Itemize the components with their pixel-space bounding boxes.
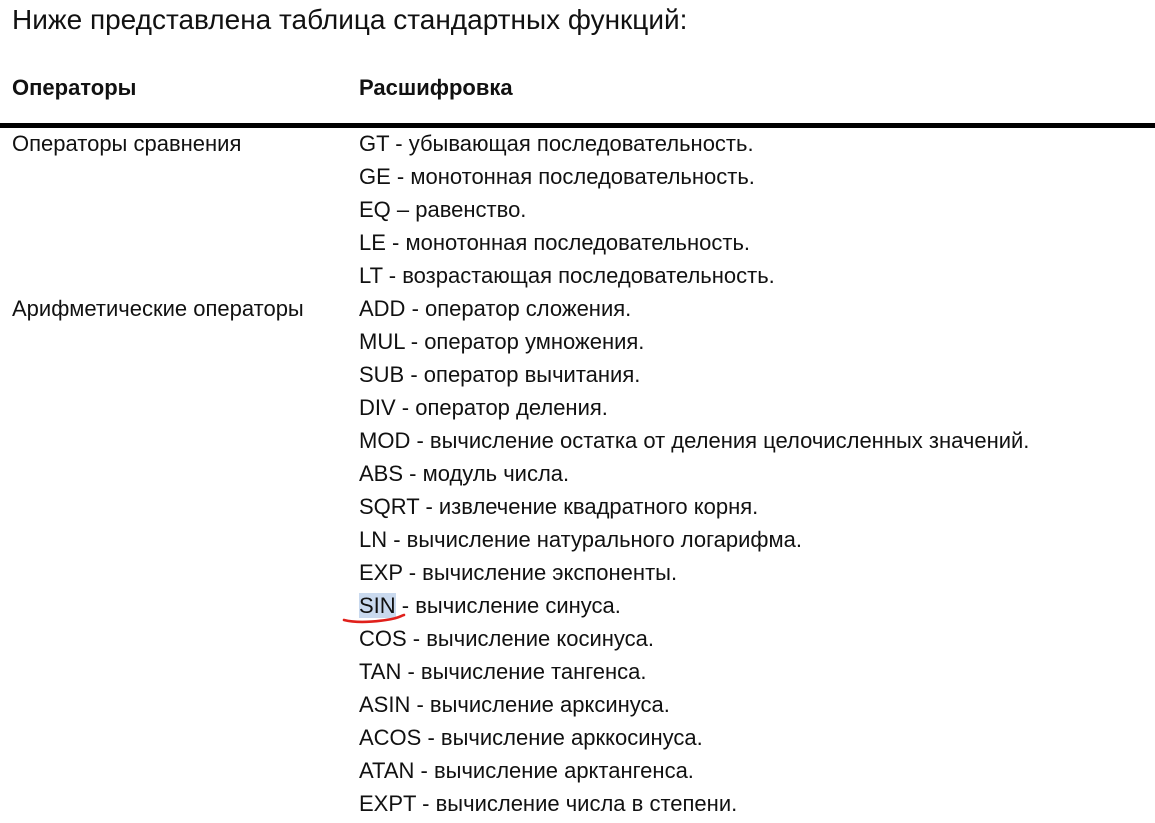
table-row [0,523,1155,556]
table-row [0,655,1155,688]
row-description [359,457,569,490]
operator-code: ASIN [359,692,411,717]
table-row [0,292,1155,325]
operator-meaning: - вычисление синуса. [395,593,621,618]
operator-meaning: - модуль числа. [403,461,570,486]
table-row [0,721,1155,754]
header-operators: Операторы [12,75,137,100]
operator-code: SQRT [359,494,420,519]
operator-meaning: - оператор умножения. [404,329,645,354]
operator-code: GT [359,131,390,156]
row-category: Арифметические операторы [12,296,304,321]
row-description [359,754,694,787]
row-description [359,490,758,523]
table-row [0,193,1155,226]
row-description [359,424,1029,457]
red-handwritten-underline [342,613,406,625]
operator-meaning: – равенство. [390,197,527,222]
operator-meaning: - вычисление тангенса. [401,659,647,684]
row-description [359,556,677,589]
row-description [359,127,754,160]
operator-code: ADD [359,296,406,321]
row-description [359,160,755,193]
operator-meaning: - вычисление арктангенса. [414,758,694,783]
row-description [359,391,608,424]
row-description [359,523,802,556]
operator-code: GE [359,164,391,189]
operator-code: ACOS [359,725,422,750]
row-description [359,259,775,292]
row-description [359,787,737,820]
table-row [0,358,1155,391]
row-description [359,622,654,655]
operator-meaning: - вычисление остатка от деления целочисленных значений. [410,428,1030,453]
row-description [359,193,526,226]
operator-code: MUL [359,329,405,354]
operator-meaning: - вычисление арксинуса. [410,692,670,717]
operator-code: MOD [359,428,411,453]
operator-meaning: - извлечение квадратного корня. [419,494,759,519]
operator-meaning: - оператор деления. [395,395,608,420]
row-description [359,226,750,259]
table-row [0,556,1155,589]
row-description [359,655,647,688]
operator-code: ATAN [359,758,415,783]
operator-code: EXPT [359,791,417,816]
table-row [0,490,1155,523]
operator-code-selected: SIN [359,593,396,618]
row-description [359,721,703,754]
operator-code: EQ [359,197,391,222]
operator-code: SUB [359,362,405,387]
operator-meaning: - вычисление числа в степени. [416,791,738,816]
operator-meaning: - монотонная последовательность. [390,164,755,189]
operator-code: COS [359,626,407,651]
row-category: Операторы сравнения [12,131,242,156]
operator-meaning: - оператор сложения. [405,296,632,321]
table-row [0,457,1155,490]
table-row [0,391,1155,424]
operator-meaning: - вычисление косинуса. [406,626,654,651]
table-row [0,424,1155,457]
table-row [0,787,1155,820]
operator-meaning: - монотонная последовательность. [385,230,751,255]
operator-code: EXP [359,560,403,585]
row-description [359,358,640,391]
table-row [0,259,1155,292]
table-row [0,622,1155,655]
table-row [0,160,1155,193]
operator-meaning: - оператор вычитания. [404,362,641,387]
header-description: Расшифровка [359,75,513,100]
operator-code: LT [359,263,383,288]
row-description [359,688,670,721]
operator-meaning: - возрастающая последовательность. [382,263,775,288]
intro-text: Ниже представлена таблица стандартных функций: [12,4,688,35]
operator-code: LE [359,230,386,255]
table-row [0,688,1155,721]
operator-meaning: - убывающая последовательность. [389,131,754,156]
table-row [0,589,1155,622]
operator-code: DIV [359,395,396,420]
table-row [0,754,1155,787]
table-row [0,226,1155,259]
operator-meaning: - вычисление экспоненты. [402,560,678,585]
operator-code: TAN [359,659,402,684]
operator-meaning: - вычисление натурального логарифма. [387,527,802,552]
row-description [359,325,644,358]
table-header-row [0,72,1155,104]
table-row [0,127,1155,160]
row-description [359,292,631,325]
operator-code: LN [359,527,388,552]
operator-meaning: - вычисление арккосинуса. [421,725,703,750]
operator-code: ABS [359,461,404,486]
table-row [0,325,1155,358]
